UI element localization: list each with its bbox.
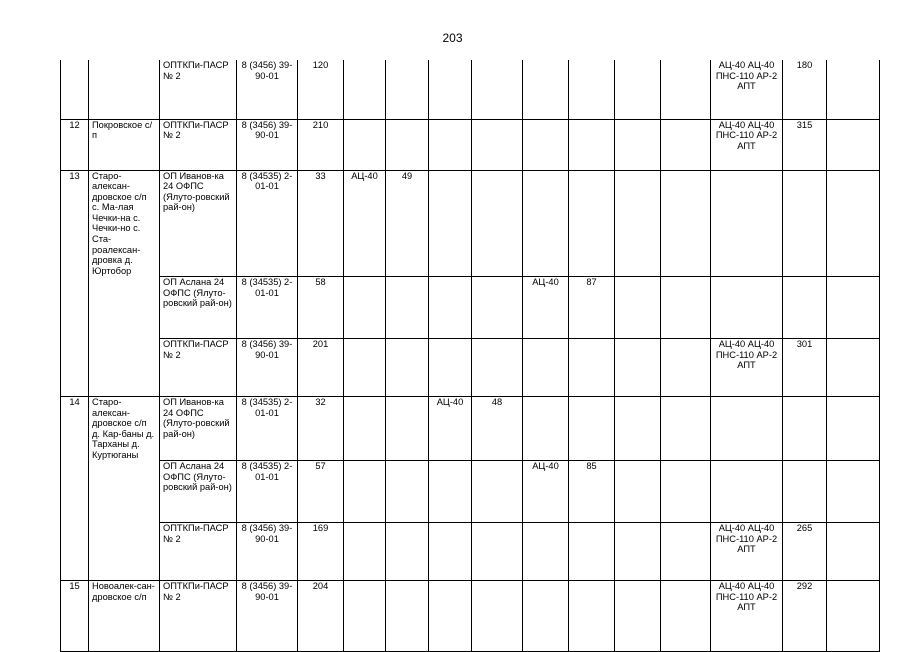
phone: 8 (3456) 39-90-01: [237, 60, 298, 119]
time-a: [386, 396, 429, 460]
empty-cell: [661, 60, 711, 119]
empty-cell: [827, 338, 880, 396]
time-b: 48: [472, 396, 523, 460]
empty-cell: [615, 119, 661, 170]
table-row: [61, 60, 880, 119]
equipment-b: [429, 276, 472, 338]
equipment-r: АЦ-40 АЦ-40 ПНС-110 АР-2 АПТ: [711, 338, 783, 396]
equipment-a: АЦ-40: [344, 170, 386, 276]
phone: 8 (34535) 2-01-01: [237, 396, 298, 460]
phone: 8 (3456) 39-90-01: [237, 523, 298, 581]
distance-value: 201: [298, 338, 344, 396]
equipment-c: [523, 581, 569, 652]
equipment-b: [429, 523, 472, 581]
phone: 8 (34535) 2-01-01: [237, 170, 298, 276]
empty-cell: [615, 396, 661, 460]
equipment-r: [711, 276, 783, 338]
phone: 8 (3456) 39-90-01: [237, 581, 298, 652]
time-r: 180: [783, 60, 827, 119]
table-row: [61, 338, 880, 396]
empty-cell: [827, 523, 880, 581]
time-b: [472, 276, 523, 338]
equipment-a: [344, 461, 386, 523]
time-a: [386, 461, 429, 523]
page-number: 203: [442, 31, 463, 45]
fire-unit: ОП Аслана 24 ОФПС (Ялуто-ровский рай-он): [160, 461, 237, 523]
time-b: [472, 581, 523, 652]
time-a: [386, 276, 429, 338]
empty-cell: [615, 60, 661, 119]
fire-unit: ОПТКПи-ПАСР № 2: [160, 581, 237, 652]
fire-unit: ОПТКПи-ПАСР № 2: [160, 338, 237, 396]
fire-unit: ОП Аслана 24 ОФПС (Ялуто-ровский рай-он): [160, 276, 237, 338]
equipment-a: [344, 396, 386, 460]
time-a: 49: [386, 170, 429, 276]
empty-cell: [661, 276, 711, 338]
equipment-r: АЦ-40 АЦ-40 ПНС-110 АР-2 АПТ: [711, 523, 783, 581]
empty-cell: [661, 396, 711, 460]
empty-cell: [615, 523, 661, 581]
time-r: 292: [783, 581, 827, 652]
time-b: [472, 60, 523, 119]
equipment-r: АЦ-40 АЦ-40 ПНС-110 АР-2 АПТ: [711, 581, 783, 652]
empty-cell: [615, 276, 661, 338]
empty-cell: [661, 523, 711, 581]
equipment-r: [711, 396, 783, 460]
phone: 8 (3456) 39-90-01: [237, 338, 298, 396]
empty-cell: [827, 119, 880, 170]
table-row: [61, 581, 880, 652]
equipment-a: [344, 60, 386, 119]
time-r: [783, 396, 827, 460]
equipment-r: АЦ-40 АЦ-40 ПНС-110 АР-2 АПТ: [711, 119, 783, 170]
time-b: [472, 170, 523, 276]
distance-value: 33: [298, 170, 344, 276]
settlement-name: Покровское с/п: [89, 119, 160, 170]
empty-cell: [827, 60, 880, 119]
distance-value: 210: [298, 119, 344, 170]
row-number: [61, 523, 89, 581]
equipment-c: [523, 170, 569, 276]
equipment-c: [523, 523, 569, 581]
time-c: [569, 396, 615, 460]
equipment-r: [711, 461, 783, 523]
time-r: [783, 170, 827, 276]
table-row: [61, 523, 880, 581]
equipment-a: [344, 276, 386, 338]
time-r: 301: [783, 338, 827, 396]
fire-unit: ОП Иванов-ка 24 ОФПС (Ялуто-ровский рай-он): [160, 396, 237, 460]
equipment-b: [429, 60, 472, 119]
fire-unit: ОПТКПи-ПАСР № 2: [160, 119, 237, 170]
empty-cell: [827, 170, 880, 276]
empty-cell: [615, 581, 661, 652]
equipment-a: [344, 581, 386, 652]
equipment-c: [523, 119, 569, 170]
settlement-name: Новоалек-сан-дровское с/п: [89, 581, 160, 652]
equipment-a: [344, 523, 386, 581]
equipment-a: [344, 338, 386, 396]
distance-value: 169: [298, 523, 344, 581]
row-number: 14: [61, 396, 89, 460]
equipment-b: [429, 461, 472, 523]
time-c: 85: [569, 461, 615, 523]
settlement-name: Старо-алексан-дровское с/п д. Кар-баны д. Тарханы д. Куртюганы: [89, 396, 160, 460]
time-a: [386, 60, 429, 119]
row-number: [61, 276, 89, 338]
empty-cell: [827, 581, 880, 652]
equipment-b: [429, 338, 472, 396]
time-c: [569, 170, 615, 276]
time-c: [569, 119, 615, 170]
settlement-name: Старо-алексан-дровское с/п с. Ма-лая Чечки-на с. Чечки-но с. Ста-роалексан-дровка д. Юртобор: [89, 170, 160, 276]
settlement-name: [89, 338, 160, 396]
resources-table: [60, 60, 880, 652]
empty-cell: [827, 276, 880, 338]
distance-value: 204: [298, 581, 344, 652]
phone: 8 (3456) 39-90-01: [237, 119, 298, 170]
row-number: 13: [61, 170, 89, 276]
empty-cell: [827, 396, 880, 460]
time-r: 315: [783, 119, 827, 170]
time-b: [472, 119, 523, 170]
fire-unit: ОПТКПи-ПАСР № 2: [160, 523, 237, 581]
settlement-name: [89, 60, 160, 119]
row-number: 12: [61, 119, 89, 170]
equipment-r: АЦ-40 АЦ-40 ПНС-110 АР-2 АПТ: [711, 60, 783, 119]
time-c: [569, 60, 615, 119]
settlement-name: [89, 461, 160, 523]
phone: 8 (34535) 2-01-01: [237, 276, 298, 338]
equipment-c: [523, 60, 569, 119]
row-number: [61, 60, 89, 119]
row-number: [61, 461, 89, 523]
equipment-c: АЦ-40: [523, 276, 569, 338]
time-a: [386, 581, 429, 652]
empty-cell: [615, 461, 661, 523]
table-row: [61, 170, 880, 276]
fire-unit: ОП Иванов-ка 24 ОФПС (Ялуто-ровский рай-он): [160, 170, 237, 276]
equipment-r: [711, 170, 783, 276]
time-r: 265: [783, 523, 827, 581]
time-r: [783, 276, 827, 338]
equipment-c: АЦ-40: [523, 461, 569, 523]
equipment-b: [429, 581, 472, 652]
empty-cell: [661, 170, 711, 276]
empty-cell: [827, 461, 880, 523]
equipment-a: [344, 119, 386, 170]
equipment-b: АЦ-40: [429, 396, 472, 460]
fire-unit: ОПТКПи-ПАСР № 2: [160, 60, 237, 119]
empty-cell: [661, 119, 711, 170]
equipment-c: [523, 396, 569, 460]
table-row: [61, 119, 880, 170]
empty-cell: [615, 170, 661, 276]
time-c: [569, 523, 615, 581]
settlement-name: [89, 523, 160, 581]
distance-value: 32: [298, 396, 344, 460]
row-number: 15: [61, 581, 89, 652]
time-b: [472, 461, 523, 523]
equipment-b: [429, 170, 472, 276]
time-b: [472, 523, 523, 581]
time-r: [783, 461, 827, 523]
time-a: [386, 119, 429, 170]
time-c: [569, 581, 615, 652]
distance-value: 57: [298, 461, 344, 523]
empty-cell: [661, 581, 711, 652]
equipment-c: [523, 338, 569, 396]
phone: 8 (34535) 2-01-01: [237, 461, 298, 523]
time-c: 87: [569, 276, 615, 338]
distance-value: 120: [298, 60, 344, 119]
time-c: [569, 338, 615, 396]
settlement-name: [89, 276, 160, 338]
table-row: [61, 276, 880, 338]
table-row: [61, 396, 880, 460]
empty-cell: [661, 338, 711, 396]
table-row: [61, 461, 880, 523]
distance-value: 58: [298, 276, 344, 338]
time-a: [386, 523, 429, 581]
time-a: [386, 338, 429, 396]
empty-cell: [661, 461, 711, 523]
equipment-b: [429, 119, 472, 170]
row-number: [61, 338, 89, 396]
time-b: [472, 338, 523, 396]
empty-cell: [615, 338, 661, 396]
